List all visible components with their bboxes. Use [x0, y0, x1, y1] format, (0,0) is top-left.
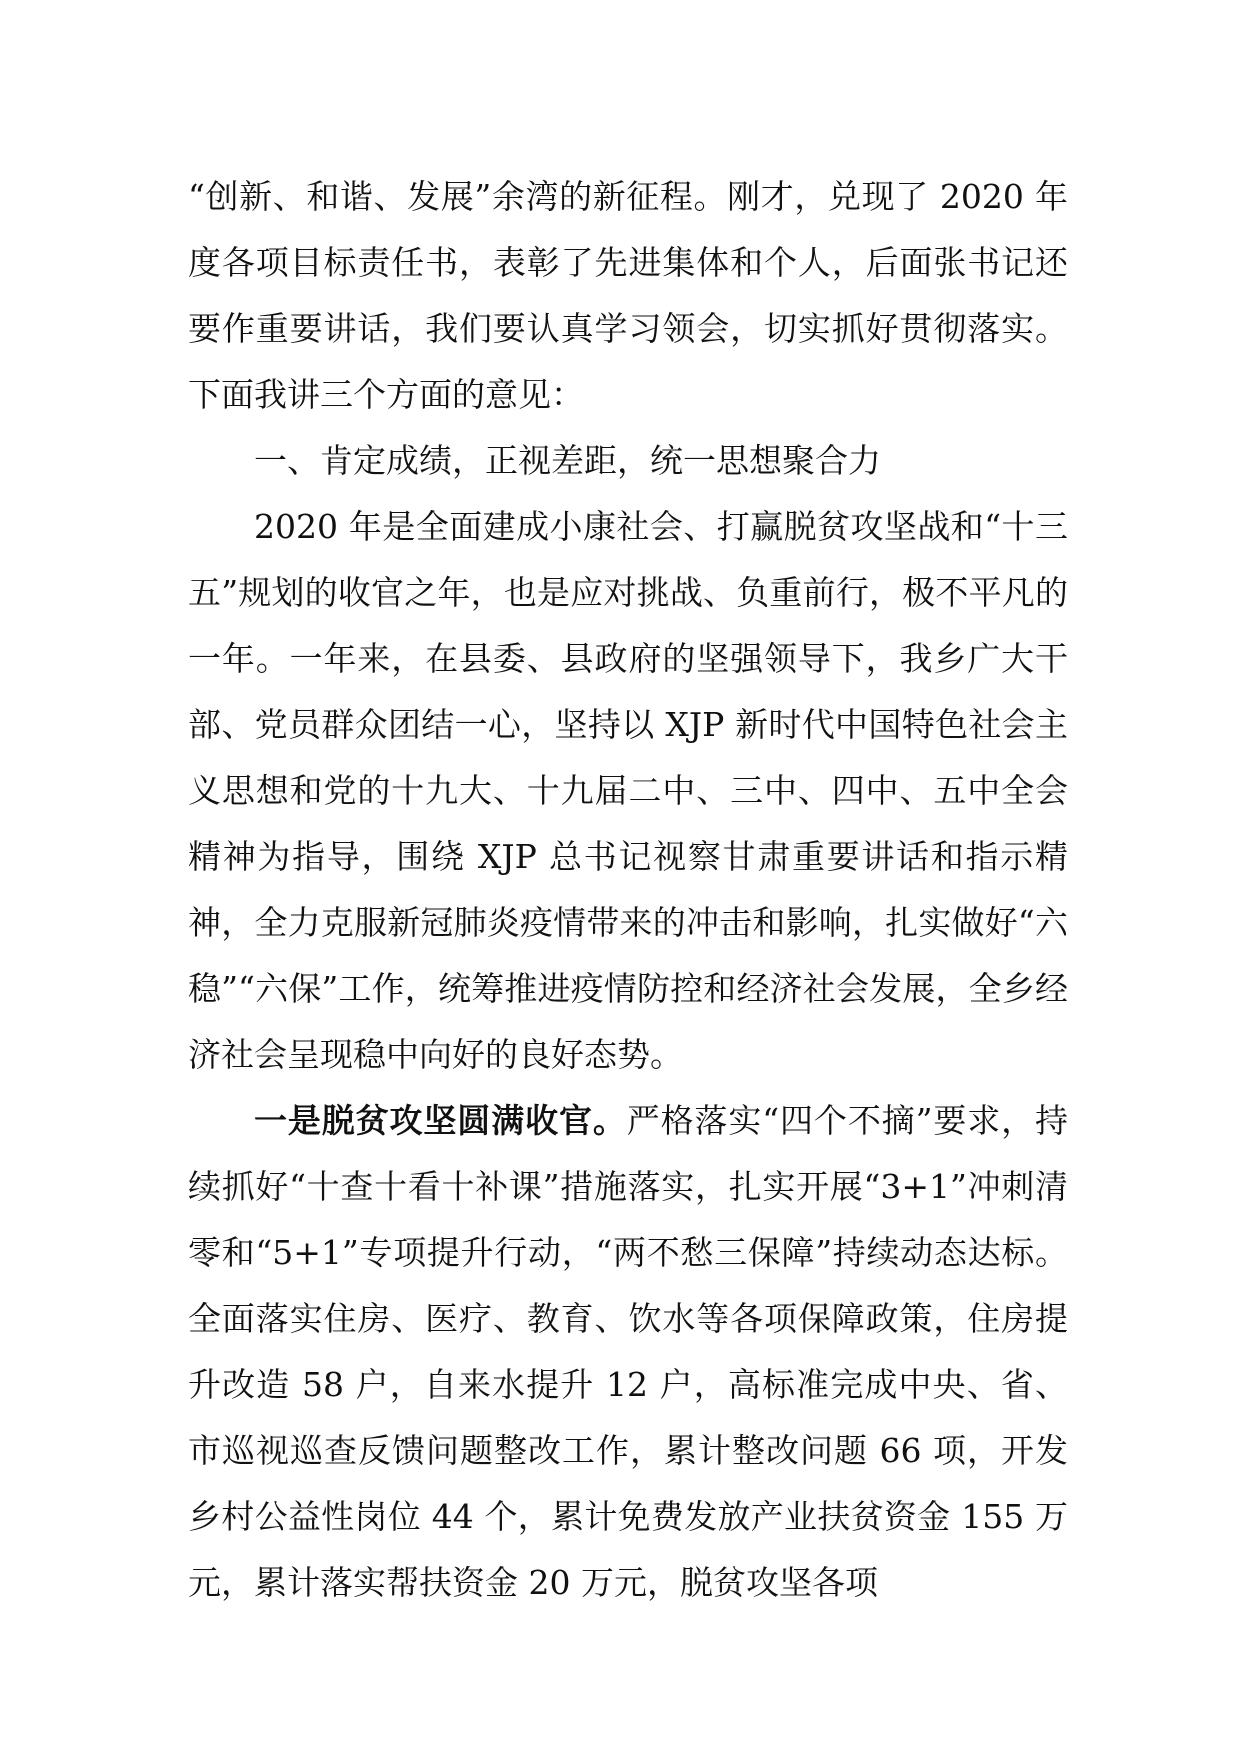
paragraph-lead-text: 一是脱贫攻坚圆满收官。	[254, 1101, 627, 1140]
section-heading-1: 一、肯定成绩，正视差距，统一思想聚合力	[254, 441, 881, 480]
paragraph-intro: “创新、和谐、发展”余湾的新征程。刚才，兑现了 2020 年度各项目标责任书，表彰了先进集体和个人，后面张书记还要作重要讲话，我们要认真学习领会，切实抓好贯彻落实。下面我讲三个方面的意见：	[188, 177, 1069, 414]
paragraph-achievements-overview: 2020 年是全面建成小康社会、打赢脱贫攻坚战和“十三五”规划的收官之年，也是应对挑战、负重前行，极不平凡的一年。一年来，在县委、县政府的坚强领导下，我乡广大干部、党员群众团结一心，坚持以 XJP 新时代中国特色社会主义思想和党的十九大、十九届二中、三中、四中、五中全会精神为指导，围绕 XJP 总书记视察甘肃重要讲话和指示精神，全力克服新冠肺炎疫情带来的冲击和影响，扎实做好“六稳”“六保”工作，统筹推进疫情防控和经济社会发展，全乡经济社会呈现稳中向好的良好态势。	[188, 507, 1068, 1074]
paragraph-body-text: 严格落实“四个不摘”要求，持续抓好“十查十看十补课”措施落实，扎实开展“3+1”冲刺清零和“5+1”专项提升行动，“两不愁三保障”持续动态达标。全面落实住房、医疗、教育、饮水等各项保障政策，住房提升改造 58 户，自来水提升 12 户，高标准完成中央、省、市巡视巡查反馈问题整改工作，累计整改问题 66 项，开发乡村公益性岗位 44 个，累计免费发放产业扶贫资金 155 万元，累计落实帮扶资金 20 万元，脱贫攻坚各项	[188, 1101, 1069, 1602]
paragraph-poverty-alleviation	[188, 1088, 1068, 1616]
document-body	[188, 164, 1068, 1616]
